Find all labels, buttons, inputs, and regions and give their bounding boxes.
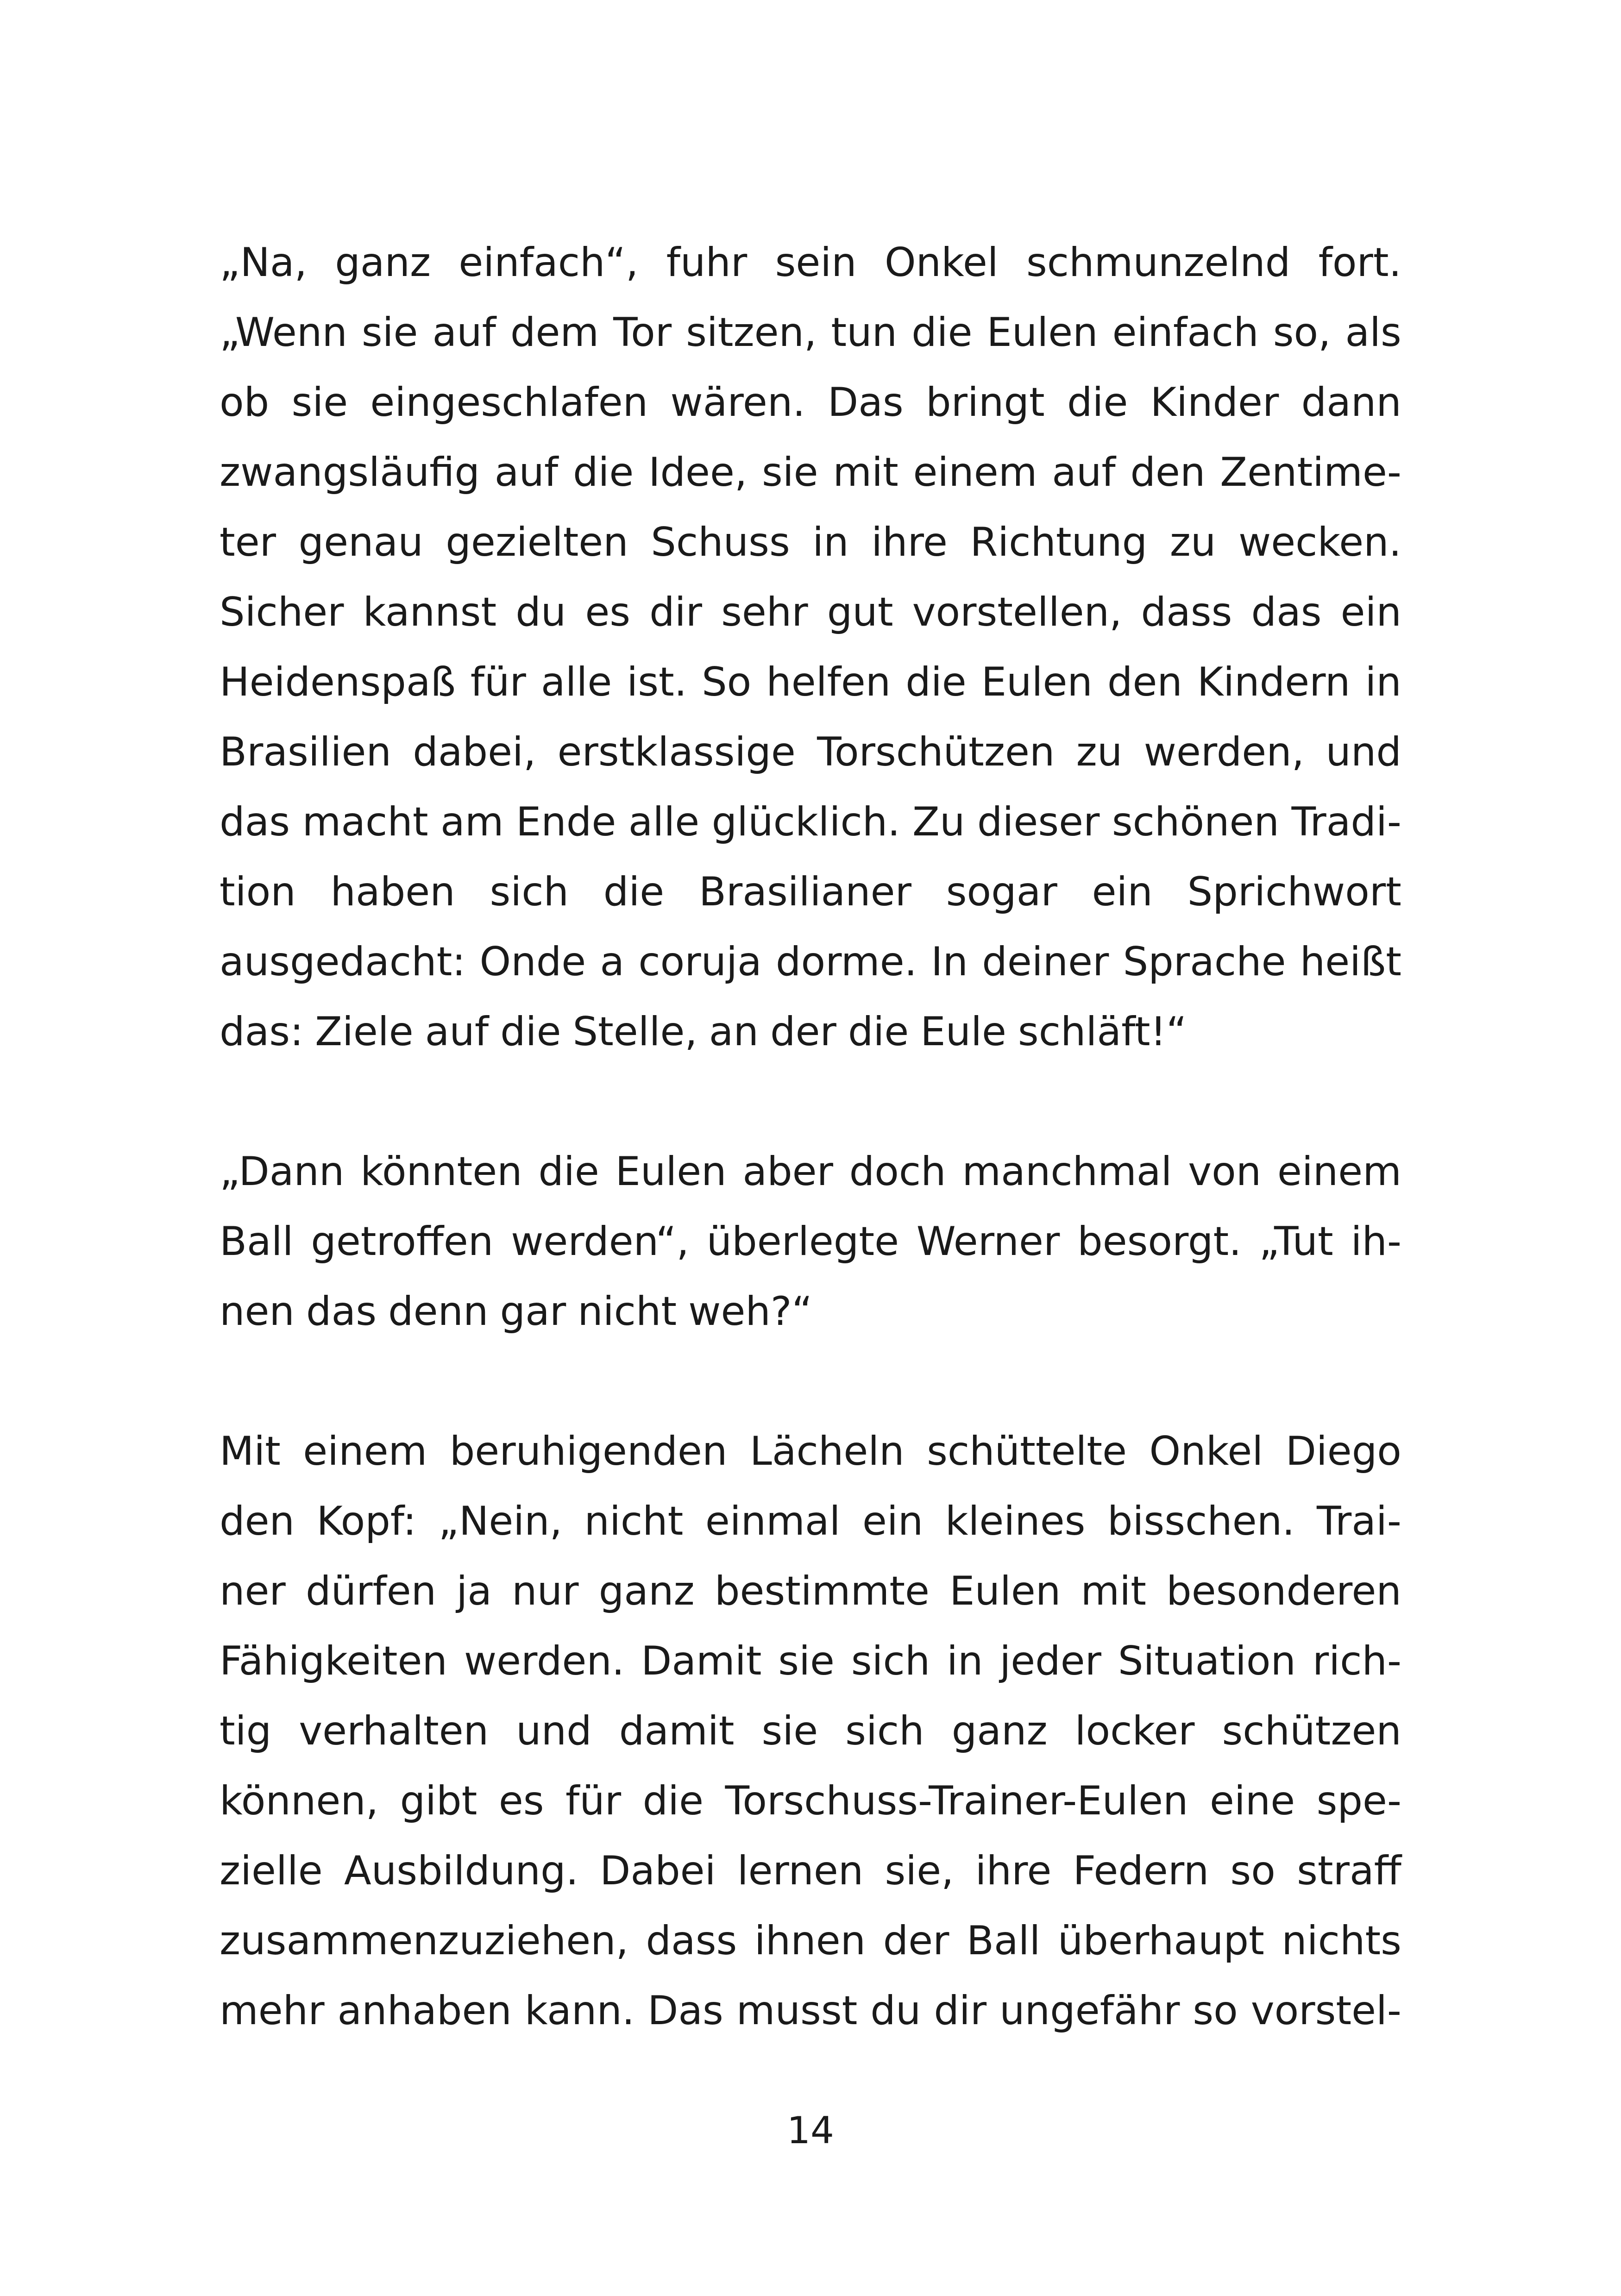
word: besorgt.	[1077, 1218, 1242, 1265]
word: die	[603, 869, 665, 915]
text-line	[220, 1766, 1401, 1836]
word: ist.	[627, 659, 687, 705]
word: doch	[849, 1148, 946, 1195]
text-line	[220, 857, 1401, 927]
word: heißt	[1300, 939, 1401, 985]
word: ganz	[335, 239, 431, 286]
word: genau	[298, 519, 423, 565]
text-line	[220, 1207, 1401, 1277]
word: denn	[388, 1288, 489, 1335]
word: zwangsläufig	[220, 449, 480, 496]
word: sogar	[946, 869, 1057, 915]
text-line	[220, 368, 1401, 438]
word: dass	[646, 1918, 737, 1964]
word: sich	[845, 1708, 924, 1754]
word: werden.	[464, 1638, 625, 1684]
word: und	[516, 1708, 592, 1754]
word: es	[585, 589, 631, 635]
word: „Dann	[220, 1148, 345, 1195]
word: werden“,	[511, 1218, 689, 1265]
word: ter	[220, 519, 276, 565]
text-line	[220, 1976, 1401, 2046]
word: Das	[647, 1988, 723, 2034]
word: so	[1193, 1988, 1238, 2034]
text-line	[220, 647, 1401, 717]
word: dir	[934, 1988, 987, 2034]
word: locker	[1074, 1708, 1195, 1754]
word: die	[1067, 379, 1128, 426]
word: vorstellen,	[912, 589, 1122, 635]
word: „Tut	[1259, 1218, 1333, 1265]
text-line	[220, 1137, 1401, 1207]
word: das:	[220, 1009, 304, 1055]
word: Ball	[966, 1918, 1041, 1964]
word: die	[500, 1009, 561, 1055]
text-line	[220, 1626, 1401, 1696]
word: das	[220, 799, 290, 845]
word: auf	[425, 1009, 489, 1055]
word: Kopf:	[316, 1498, 416, 1544]
word: an	[709, 1009, 759, 1055]
text-line	[220, 717, 1401, 787]
word: fuhr	[666, 239, 748, 286]
word: Eule	[920, 1009, 1006, 1055]
word: coruja	[638, 939, 762, 985]
word: Tradi-	[1291, 799, 1401, 845]
word: Richtung	[970, 519, 1148, 565]
word: Mit	[220, 1428, 281, 1474]
word: Sicher	[220, 589, 344, 635]
word: zusammenzuziehen,	[220, 1918, 628, 1964]
word: Brasilien	[220, 729, 391, 775]
word: schüttelte	[927, 1428, 1127, 1474]
word: dorme.	[775, 939, 917, 985]
word: haben	[330, 869, 455, 915]
word: ausgedacht:	[220, 939, 466, 985]
text-line	[220, 508, 1401, 577]
word: Tor	[613, 309, 672, 356]
word: nicht	[584, 1498, 684, 1544]
word: schönen	[1112, 799, 1279, 845]
word: sich	[490, 869, 569, 915]
word: gar	[500, 1288, 566, 1335]
text-line	[220, 1417, 1401, 1487]
word: spe-	[1316, 1778, 1401, 1824]
word: auf	[432, 309, 496, 356]
word: mit	[833, 449, 898, 496]
word: damit	[619, 1708, 735, 1754]
word: die	[642, 1778, 704, 1824]
word: Kinder	[1150, 379, 1279, 426]
word: sie	[361, 309, 418, 356]
text-line	[220, 1277, 1401, 1347]
word: der	[770, 1009, 836, 1055]
word: manchmal	[962, 1148, 1172, 1195]
word: einmal	[705, 1498, 841, 1544]
word: Kindern	[1197, 659, 1351, 705]
word: bisschen.	[1107, 1498, 1295, 1544]
word: schmunzelnd	[1026, 239, 1291, 286]
word: sie	[291, 379, 348, 426]
word: auf	[494, 449, 559, 496]
word: werden,	[1143, 729, 1305, 775]
paragraph-3	[220, 1417, 1401, 2046]
word: kann.	[524, 1988, 635, 2034]
text-line	[220, 1556, 1401, 1626]
word: so	[1230, 1848, 1275, 1894]
word: dabei,	[413, 729, 536, 775]
word: weh?“	[688, 1288, 813, 1335]
word: von	[1188, 1148, 1262, 1195]
word: mit	[1081, 1568, 1146, 1614]
word: dieser	[977, 799, 1100, 845]
word: Stelle,	[572, 1009, 697, 1055]
word: vorstel-	[1250, 1988, 1401, 2034]
word: das	[306, 1288, 377, 1335]
word: am	[440, 799, 504, 845]
word: macht	[302, 799, 428, 845]
word: die	[848, 1009, 909, 1055]
word: Heidenspaß	[220, 659, 456, 705]
word: verhalten	[299, 1708, 489, 1754]
text-line	[220, 787, 1401, 857]
word: Ende	[515, 799, 616, 845]
word: tun	[831, 309, 898, 356]
word: könnten	[360, 1148, 522, 1195]
word: ein	[1092, 869, 1153, 915]
word: Torschützen	[817, 729, 1055, 775]
word: Dabei	[600, 1848, 716, 1894]
word: sein	[775, 239, 857, 286]
word: lernen	[737, 1848, 864, 1894]
word: alle	[540, 659, 612, 705]
word: Trai-	[1317, 1498, 1401, 1544]
word: Damit	[641, 1638, 762, 1684]
word: dürfen	[305, 1568, 437, 1614]
word: tig	[220, 1708, 272, 1754]
word: anhaben	[337, 1988, 512, 2034]
word: mehr	[220, 1988, 325, 2034]
word: bringt	[926, 379, 1045, 426]
word: So	[702, 659, 752, 705]
word: aber	[742, 1148, 833, 1195]
word: alle	[628, 799, 700, 845]
word: ganz	[598, 1568, 695, 1614]
word: die	[572, 449, 634, 496]
word: den	[1130, 449, 1206, 496]
word: der	[883, 1918, 949, 1964]
word: auf	[1052, 449, 1116, 496]
word: wecken.	[1238, 519, 1401, 565]
word: schützen	[1222, 1708, 1401, 1754]
word: Eulen	[981, 659, 1093, 705]
word: nur	[512, 1568, 579, 1614]
word: Onde	[479, 939, 586, 985]
word: als	[1345, 309, 1401, 356]
word: ner	[220, 1568, 286, 1614]
word: straff	[1297, 1848, 1401, 1894]
word: ihre	[871, 519, 948, 565]
word: gibt	[400, 1778, 478, 1824]
text-line	[220, 438, 1401, 508]
word: einfach	[1112, 309, 1259, 356]
word: du	[515, 589, 566, 635]
word: Das	[827, 379, 904, 426]
word: dass	[1141, 589, 1232, 635]
word: dir	[649, 589, 702, 635]
word: Eulen	[615, 1148, 727, 1195]
word: ihre	[975, 1848, 1052, 1894]
word: sie	[761, 449, 818, 496]
word: rich-	[1312, 1638, 1401, 1684]
word: es	[498, 1778, 544, 1824]
word: Zu	[912, 799, 965, 845]
word: in	[1365, 659, 1401, 705]
word: eine	[1209, 1778, 1295, 1824]
word: jeder	[999, 1638, 1102, 1684]
word: sich	[851, 1638, 930, 1684]
word: „Nein,	[438, 1498, 562, 1544]
word: den	[1107, 659, 1182, 705]
word: „Wenn	[220, 309, 347, 356]
word: Lächeln	[749, 1428, 905, 1474]
word: Eulen	[986, 309, 1098, 356]
word: sitzen,	[686, 309, 817, 356]
word: Fähigkeiten	[220, 1638, 447, 1684]
word: nicht	[578, 1288, 677, 1335]
word: sie	[761, 1708, 818, 1754]
word: können,	[220, 1778, 379, 1824]
word: glücklich.	[711, 799, 900, 845]
text-line	[220, 1696, 1401, 1766]
word: überlegte	[706, 1218, 899, 1265]
word: Ball	[220, 1218, 294, 1265]
word: Werner	[916, 1218, 1060, 1265]
word: nen	[220, 1288, 295, 1335]
word: ungefähr	[999, 1988, 1180, 2034]
word: zu	[1169, 519, 1216, 565]
word: Eulen	[949, 1568, 1061, 1614]
word: Ziele	[315, 1009, 414, 1055]
word: Diego	[1285, 1428, 1401, 1474]
word: musst	[736, 1988, 858, 2034]
word: beruhigenden	[449, 1428, 728, 1474]
word: Idee,	[648, 449, 748, 496]
word: das	[1251, 589, 1322, 635]
word: einem	[1277, 1148, 1401, 1195]
word: so,	[1273, 309, 1331, 356]
word: zielle	[220, 1848, 323, 1894]
word: kleines	[945, 1498, 1086, 1544]
word: deiner	[982, 939, 1109, 985]
word: „Na,	[220, 239, 307, 286]
word: überhaupt	[1057, 1918, 1264, 1964]
word: fort.	[1318, 239, 1401, 286]
word: Situation	[1118, 1638, 1296, 1684]
word: ein	[1340, 589, 1401, 635]
text-line	[220, 1836, 1401, 1906]
paragraph-2	[220, 1137, 1401, 1347]
word: dem	[510, 309, 599, 356]
word: a	[600, 939, 625, 985]
text-line	[220, 997, 1401, 1067]
text-line	[220, 1487, 1401, 1556]
word: Schuss	[651, 519, 790, 565]
page-number: 14	[787, 2109, 834, 2152]
word: Brasilianer	[698, 869, 911, 915]
word: helfen	[766, 659, 891, 705]
word: erstklassige	[557, 729, 796, 775]
word: in	[812, 519, 849, 565]
word: sie	[778, 1638, 835, 1684]
word: nichts	[1282, 1918, 1401, 1964]
word: dann	[1301, 379, 1401, 426]
word: besonderen	[1166, 1568, 1401, 1614]
word: ganz	[951, 1708, 1048, 1754]
word: ob	[220, 379, 270, 426]
word: schläft!“	[1018, 1009, 1187, 1055]
word: in	[947, 1638, 983, 1684]
word: du	[870, 1988, 921, 2034]
text-line	[220, 577, 1401, 647]
word: Sprache	[1123, 939, 1286, 985]
word: und	[1326, 729, 1401, 775]
word: ein	[862, 1498, 924, 1544]
word: einem	[303, 1428, 427, 1474]
text-line	[220, 228, 1401, 298]
word: gut	[827, 589, 893, 635]
paragraph-1	[220, 228, 1401, 1067]
word: gezielten	[446, 519, 628, 565]
word: sehr	[721, 589, 808, 635]
word: Federn	[1073, 1848, 1209, 1894]
text-line	[220, 298, 1401, 368]
word: für	[470, 659, 526, 705]
word: die	[538, 1148, 599, 1195]
word: kannst	[363, 589, 497, 635]
word: wären.	[670, 379, 805, 426]
word: Onkel	[1149, 1428, 1263, 1474]
word: Zentime-	[1220, 449, 1401, 496]
word: bestimmte	[714, 1568, 930, 1614]
word: Torschuss-Trainer-Eulen	[725, 1778, 1188, 1824]
word: tion	[220, 869, 296, 915]
word: die	[905, 659, 967, 705]
text-line	[220, 1906, 1401, 1976]
word: Sprichwort	[1187, 869, 1401, 915]
word: zu	[1076, 729, 1123, 775]
word: ihnen	[754, 1918, 866, 1964]
word: einfach“,	[459, 239, 639, 286]
word: Ausbildung.	[344, 1848, 578, 1894]
word: ih-	[1351, 1218, 1401, 1265]
word: den	[220, 1498, 295, 1544]
word: ja	[456, 1568, 492, 1614]
word: einem	[913, 449, 1037, 496]
word: für	[565, 1778, 622, 1824]
word: Onkel	[884, 239, 999, 286]
word: die	[911, 309, 973, 356]
word: eingeschlafen	[370, 379, 648, 426]
text-line	[220, 927, 1401, 997]
word: getroffen	[311, 1218, 494, 1265]
word: In	[931, 939, 968, 985]
word: sie,	[885, 1848, 954, 1894]
